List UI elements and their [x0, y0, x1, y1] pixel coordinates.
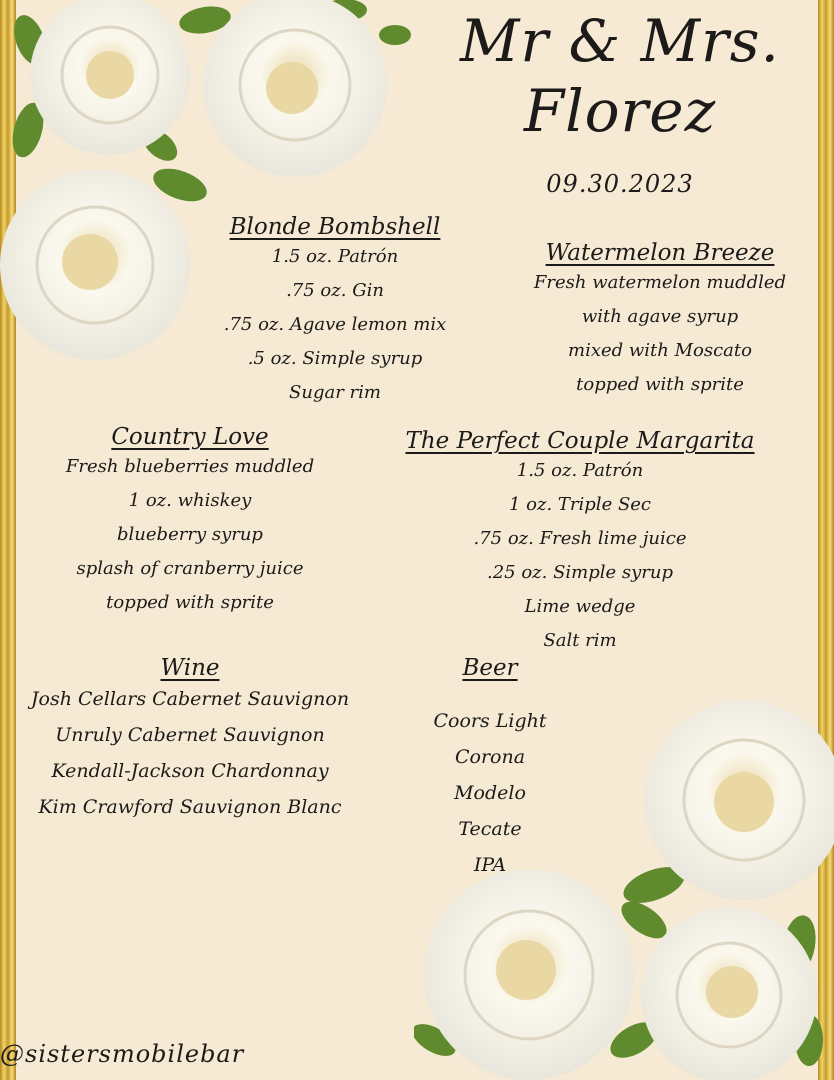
wine-item: Unruly Cabernet Sauvignon	[55, 724, 325, 746]
beer-spacer	[410, 681, 570, 703]
wine-item: Josh Cellars Cabernet Sauvignon	[30, 688, 350, 710]
event-date: 09.30.2023	[546, 170, 694, 198]
couple-title-line-1: Mr & Mrs.	[460, 7, 780, 75]
ingredient-line: 1 oz. whiskey	[128, 490, 252, 511]
ingredient-line: blueberry syrup	[117, 524, 263, 545]
cocktail-watermelon-breeze	[520, 240, 800, 402]
beer-item: IPA	[473, 854, 507, 876]
ingredient-line: .25 oz. Simple syrup	[486, 562, 674, 583]
beer-item: Modelo	[454, 782, 526, 804]
ingredient-line: .75 oz. Gin	[286, 280, 384, 301]
section-title: Wine	[160, 655, 220, 681]
beer-section	[410, 655, 570, 883]
ingredient-line: Salt rim	[543, 630, 617, 651]
beer-item: Coors Light	[433, 710, 547, 732]
ingredient-line: topped with sprite	[106, 592, 274, 613]
cocktail-title: Watermelon Breeze	[545, 240, 775, 266]
section-title: Beer	[462, 655, 518, 681]
cocktail-title: The Perfect Couple Margarita	[405, 428, 755, 454]
ingredient-line: .5 oz. Simple syrup	[247, 348, 423, 369]
ingredient-line: topped with sprite	[576, 374, 744, 395]
beer-item: Tecate	[458, 818, 522, 840]
cocktail-title: Country Love	[111, 424, 269, 450]
wine-item: Kim Crawford Sauvignon Blanc	[38, 796, 342, 818]
ingredient-line: Sugar rim	[289, 382, 381, 403]
couple-title-line-2: Florez	[523, 77, 717, 145]
ingredient-line: 1.5 oz. Patrón	[516, 460, 644, 481]
cocktail-country-love	[40, 424, 340, 620]
wine-section	[20, 655, 360, 825]
cocktail-title: Blonde Bombshell	[229, 214, 441, 240]
social-handle: @sistersmobilebar	[0, 1040, 245, 1068]
ingredient-line: Fresh watermelon muddled	[533, 272, 787, 293]
ingredient-line: Fresh blueberries muddled	[65, 456, 315, 477]
ingredient-line: splash of cranberry juice	[76, 558, 304, 579]
cocktail-perfect-couple-margarita	[385, 428, 775, 658]
ingredient-line: 1 oz. Triple Sec	[508, 494, 652, 515]
beer-item: Corona	[454, 746, 526, 768]
wine-item: Kendall-Jackson Chardonnay	[51, 760, 329, 782]
ingredient-line: mixed with Moscato	[568, 340, 752, 361]
ingredient-line: Lime wedge	[524, 596, 636, 617]
ingredient-line: with agave syrup	[581, 306, 739, 327]
cocktail-blonde-bombshell	[170, 214, 500, 410]
ingredient-line: .75 oz. Agave lemon mix	[223, 314, 447, 335]
ingredient-line: .75 oz. Fresh lime juice	[473, 528, 687, 549]
ingredient-line: 1.5 oz. Patrón	[271, 246, 399, 267]
